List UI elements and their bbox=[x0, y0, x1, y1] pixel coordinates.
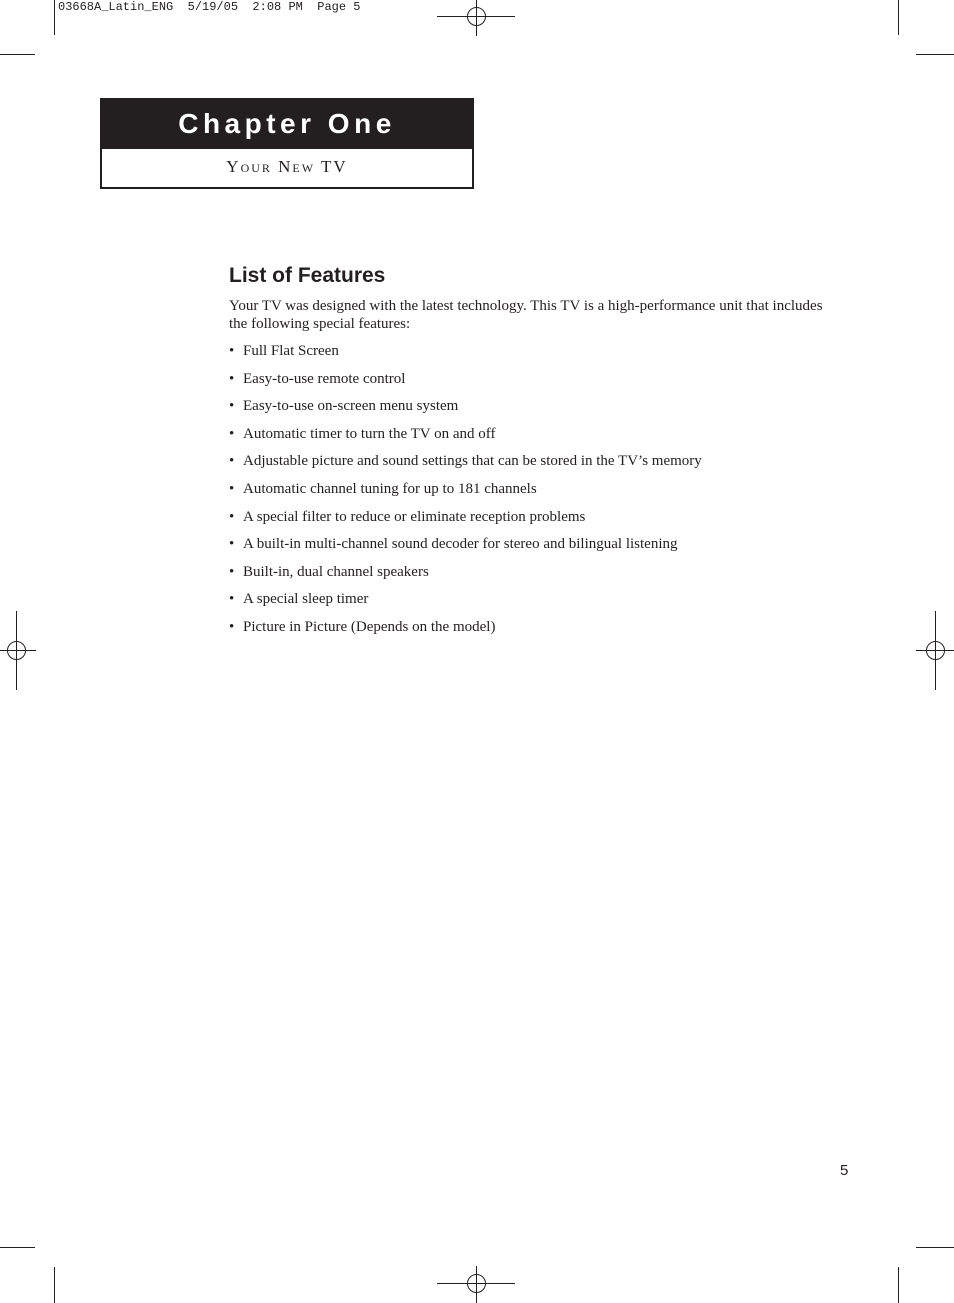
registration-mark-right bbox=[916, 611, 954, 690]
bullet-icon: • bbox=[229, 508, 235, 525]
list-item: • Automatic channel tuning for up to 181 channels bbox=[229, 480, 537, 497]
feature-list bbox=[229, 342, 829, 646]
chapter-title: Chapter One bbox=[102, 100, 472, 149]
features-section bbox=[229, 264, 829, 646]
list-item: • Picture in Picture (Depends on the model) bbox=[229, 618, 496, 635]
bullet-icon: • bbox=[229, 370, 235, 387]
bullet-icon: • bbox=[229, 563, 235, 580]
bullet-icon: • bbox=[229, 591, 235, 608]
chapter-subtitle: Your New TV bbox=[226, 157, 348, 176]
registration-mark-top bbox=[437, 0, 515, 36]
registration-mark-left bbox=[0, 611, 36, 690]
section-heading: List of Features bbox=[229, 264, 386, 287]
list-item: • A special sleep timer bbox=[229, 591, 369, 608]
bullet-icon: • bbox=[229, 425, 235, 442]
bullet-icon: • bbox=[229, 453, 235, 470]
chapter-header-box bbox=[100, 98, 474, 189]
list-item: • Easy-to-use remote control bbox=[229, 370, 406, 387]
bullet-icon: • bbox=[229, 398, 235, 415]
bullet-icon: • bbox=[229, 480, 235, 497]
list-item: • Automatic timer to turn the TV on and off bbox=[229, 425, 496, 442]
page-number: 5 bbox=[840, 1162, 849, 1179]
list-item: • Built-in, dual channel speakers bbox=[229, 563, 429, 580]
list-item: • Easy-to-use on-screen menu system bbox=[229, 398, 459, 415]
bullet-icon: • bbox=[229, 536, 235, 553]
list-item: • A built-in multi-channel sound decoder for stereo and bilingual listening bbox=[229, 536, 678, 553]
registration-mark-bottom bbox=[437, 1266, 515, 1303]
list-item: • A special filter to reduce or eliminate reception problems bbox=[229, 508, 586, 525]
list-item: • Full Flat Screen bbox=[229, 343, 339, 359]
bullet-icon: • bbox=[229, 343, 235, 359]
list-item: • Adjustable picture and sound settings that can be stored in the TV’s memory bbox=[229, 453, 702, 470]
intro-paragraph: Your TV was designed with the latest technology. This TV is a high-performance unit that includes the following special features: bbox=[229, 298, 823, 332]
print-slug-line: 03668A_Latin_ENG 5/19/05 2:08 PM Page 5 bbox=[58, 0, 361, 14]
bullet-icon: • bbox=[229, 618, 235, 635]
